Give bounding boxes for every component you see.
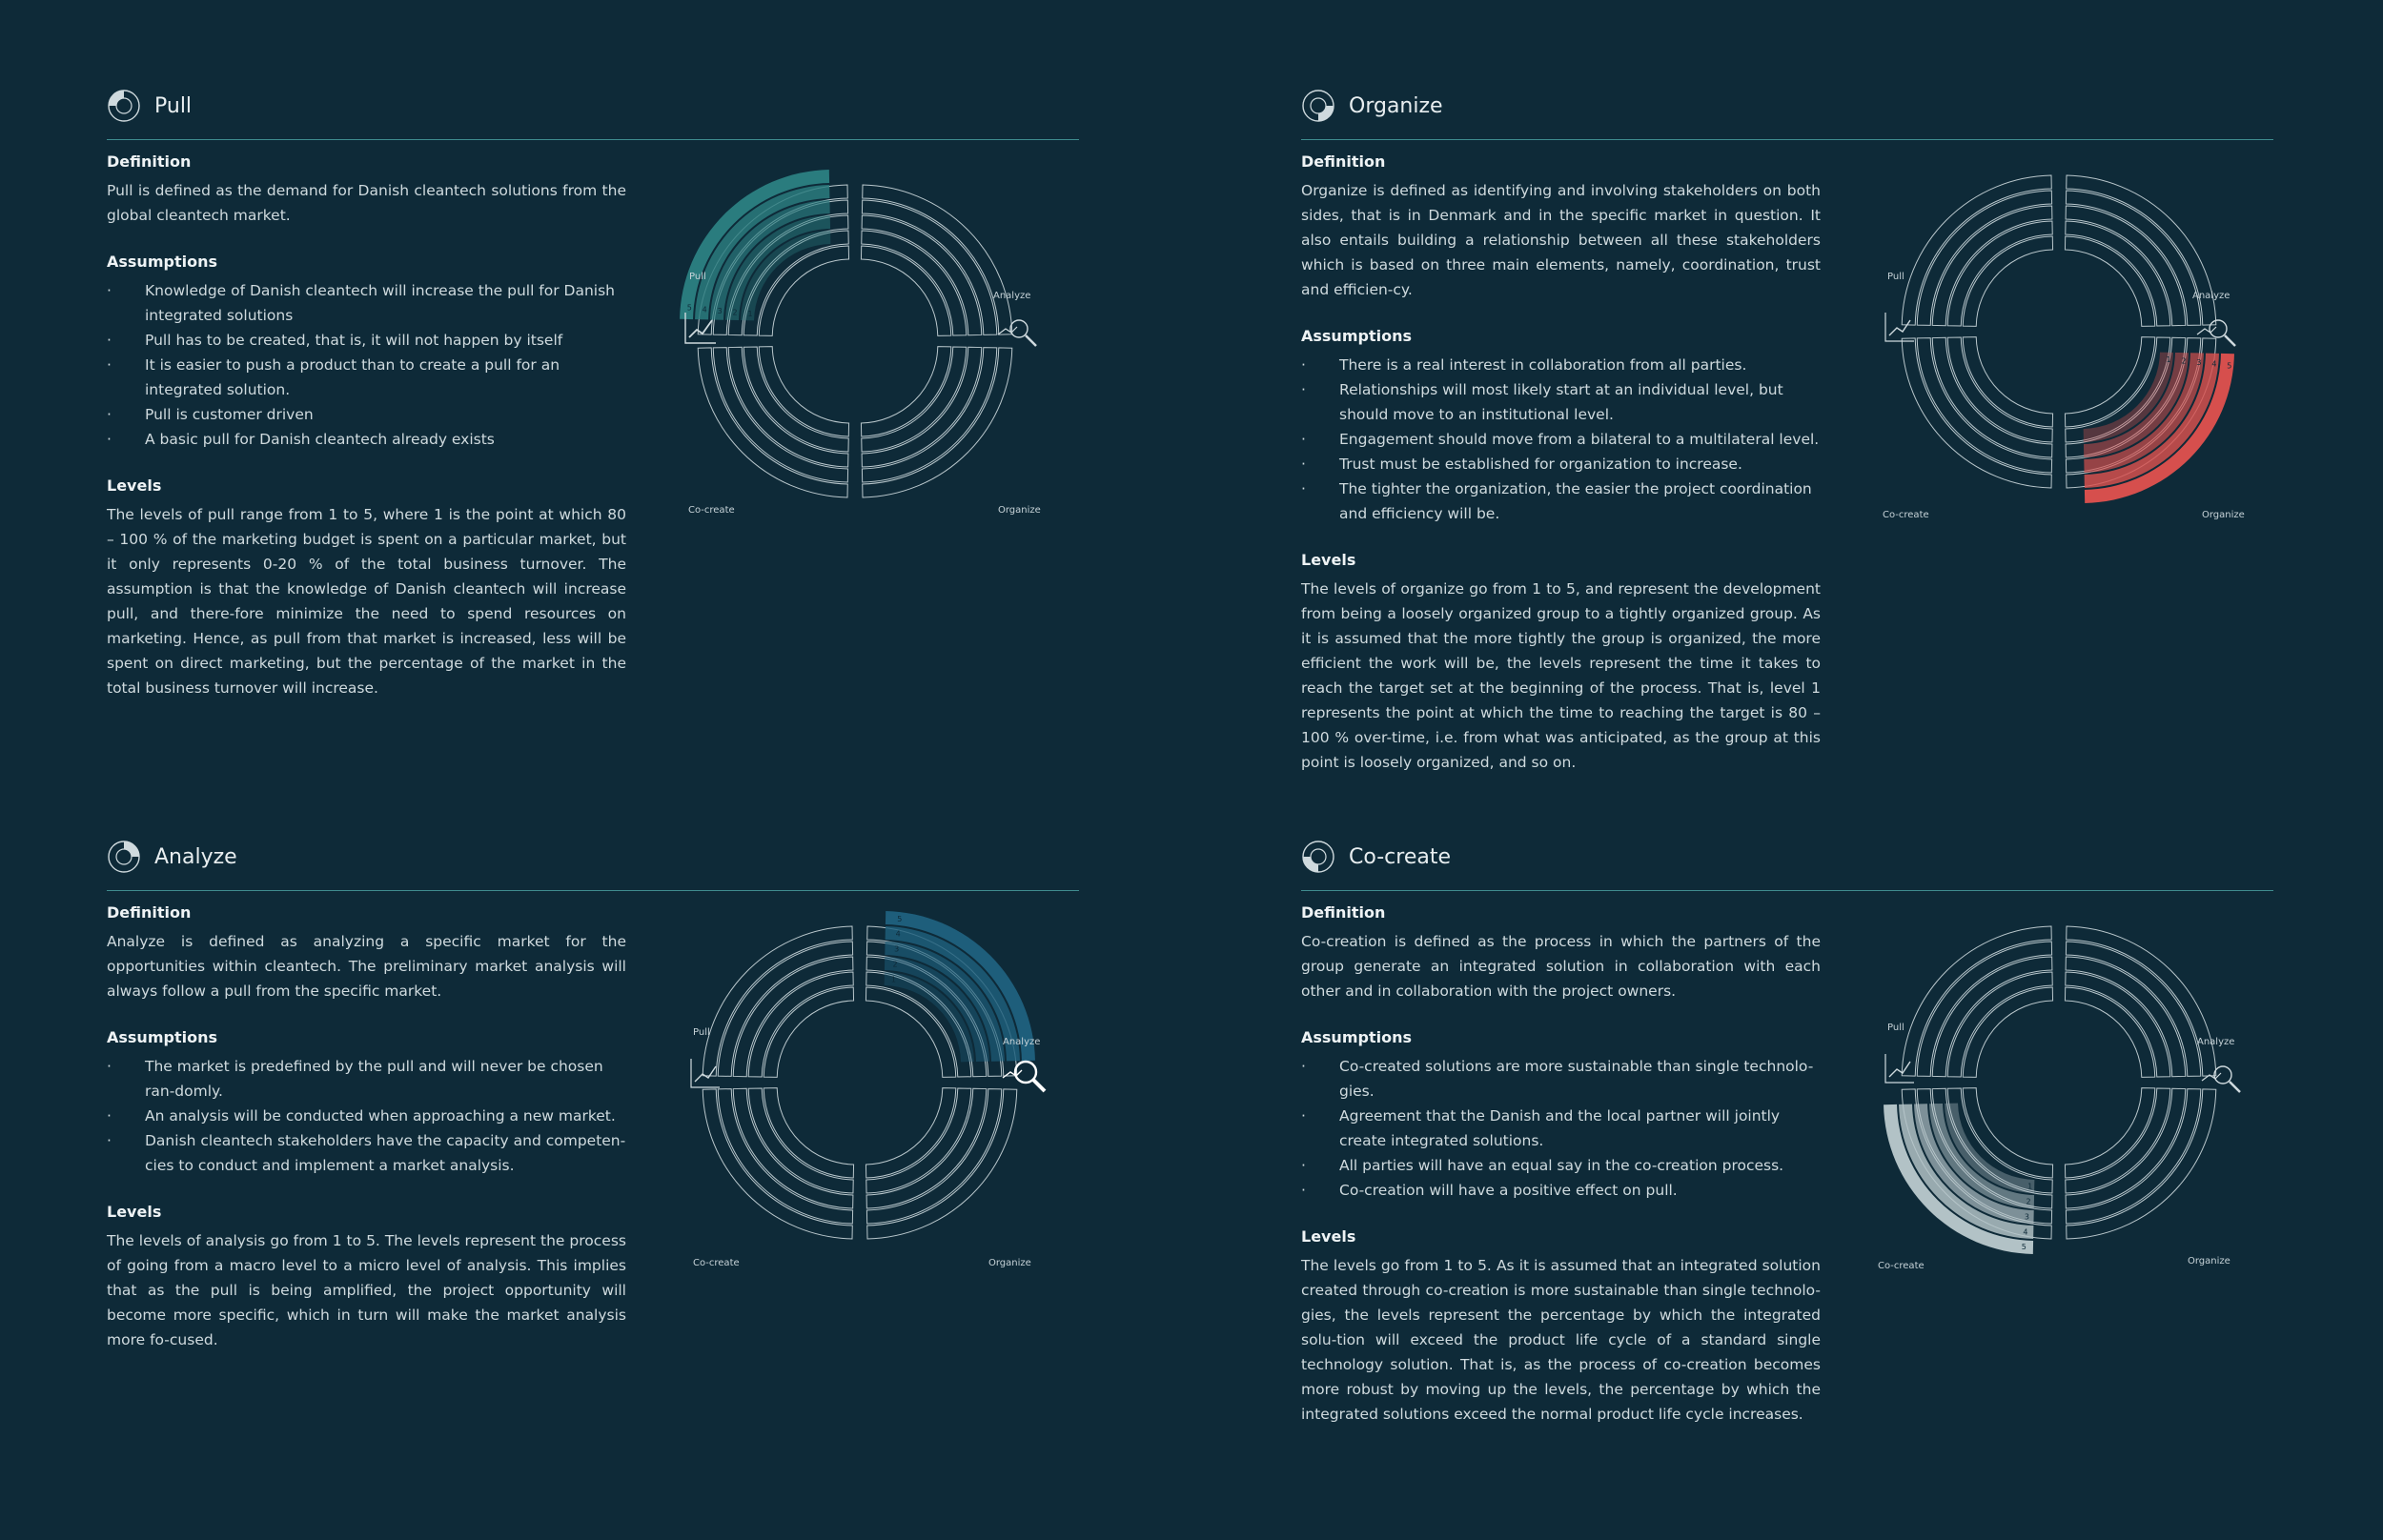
ring-segment (2066, 972, 2170, 1077)
pull-chart-icon (691, 1059, 720, 1087)
level-number: 3 (717, 306, 723, 315)
assumptions-heading: Assumptions (1301, 1028, 1412, 1046)
level-number: 1 (2027, 1182, 2033, 1191)
section-analyze (107, 835, 1079, 1348)
ring-segment (743, 347, 848, 452)
ring-segment (2065, 236, 2154, 326)
level-number: 4 (702, 305, 707, 314)
ring-segment (1932, 206, 2052, 326)
section-title: Pull (154, 93, 193, 118)
ring-segment (2067, 175, 2216, 325)
ring-segment (2066, 1089, 2200, 1224)
ring-segment (1963, 236, 2052, 326)
list-item: · Knowledge of Danish cleantech will increase the pull for Danish integrated solutions (107, 278, 626, 328)
pull-diagram (664, 160, 1084, 522)
list-item: · Pull is customer driven (107, 402, 626, 427)
ring-segment (1963, 987, 2052, 1077)
assumptions-list (1301, 1054, 1821, 1203)
pull-section-icon (107, 89, 141, 123)
list-item: · Trust must be established for organization to increase. (1301, 452, 1821, 476)
ring-segment (2066, 206, 2186, 326)
ring-segment (703, 1089, 852, 1239)
text-column (107, 903, 626, 1377)
ring-segment (1932, 337, 2052, 457)
ring-segment (862, 347, 982, 467)
ring-segment (733, 957, 853, 1077)
ring-segment (1947, 972, 2052, 1077)
ring-segment (862, 231, 967, 335)
ring-diagram (664, 911, 1084, 1273)
definition-heading: Definition (107, 152, 192, 171)
level-number: 5 (897, 914, 903, 923)
assumptions-list (1301, 353, 1821, 526)
list-item: · Danish cleantech stakeholders have the capacity and competen-cies to conduct and implement a market analysis. (107, 1128, 626, 1178)
levels-heading: Levels (1301, 1227, 1356, 1246)
level-number: 4 (2023, 1227, 2028, 1237)
analyze-magnifier-icon (998, 320, 1036, 346)
level-number: 3 (2024, 1212, 2030, 1222)
definition-heading: Definition (1301, 903, 1386, 922)
ring-segment (733, 1088, 853, 1208)
list-item: · All parties will have an equal say in the co-creation process. (1301, 1153, 1821, 1178)
level-number: 3 (2196, 358, 2202, 368)
ring-segment (2066, 942, 2200, 1076)
list-item: · Co-creation will have a positive effect on pull. (1301, 1178, 1821, 1203)
ring-segment (2066, 191, 2200, 325)
level-number: 3 (894, 944, 900, 954)
ring-segment (698, 348, 847, 497)
list-item: · There is a real interest in collaboration from all parties. (1301, 353, 1821, 377)
section-header (1301, 835, 2273, 891)
levels-heading: Levels (107, 476, 162, 495)
section-cocreate (1301, 835, 2273, 1423)
assumptions-heading: Assumptions (1301, 327, 1412, 345)
levels-heading: Levels (1301, 551, 1356, 569)
organize-label: Organize (2202, 510, 2245, 520)
section-header (1301, 84, 2273, 140)
pull-label: Pull (693, 1027, 710, 1038)
level-number: 2 (892, 960, 898, 969)
level-number: 2 (2181, 356, 2187, 366)
pull-chart-icon (1885, 313, 1914, 341)
analyze-magnifier-icon (1003, 1062, 1045, 1091)
level-number: 1 (2166, 355, 2171, 364)
ring-segment (764, 1088, 853, 1178)
ring-segment (2066, 957, 2186, 1077)
ring-segment (862, 215, 982, 335)
level-number: 5 (2021, 1243, 2027, 1252)
pull-label: Pull (1887, 1023, 1904, 1033)
level-number: 2 (732, 308, 738, 317)
definition-text: Pull is defined as the demand for Danish cleantech solutions from the global cleantech market. (107, 182, 626, 224)
analyze-label: Analyze (2192, 291, 2230, 301)
ring-segment (759, 347, 848, 436)
ring-segment (1902, 338, 2051, 488)
definition-heading: Definition (107, 903, 192, 922)
ring-segment (862, 200, 996, 334)
cocreate-label: Co-create (1878, 1261, 1925, 1271)
assumptions-list (107, 278, 626, 452)
ring-segment (2067, 1089, 2216, 1239)
ring-segment (748, 1088, 853, 1193)
level-number: 1 (890, 975, 896, 984)
ring-segment (1917, 942, 2051, 1076)
level-number: 4 (895, 929, 901, 939)
assumptions-heading: Assumptions (107, 1028, 217, 1046)
cocreate-label: Co-create (693, 1258, 740, 1268)
level-number: 1 (747, 310, 753, 319)
section-organize (1301, 84, 2273, 771)
list-item: · The tighter the organization, the easier the project coordination and efficiency will be. (1301, 476, 1821, 526)
ring-segment (764, 987, 853, 1077)
pull-label: Pull (689, 272, 706, 282)
ring-segment (1947, 337, 2052, 442)
pull-label: Pull (1887, 272, 1904, 282)
text-column (1301, 903, 1821, 1451)
ring-segment (866, 1088, 971, 1193)
organize-label: Organize (998, 505, 1041, 516)
levels-text: The levels go from 1 to 5. As it is assumed that an integrated solution created through co-creation is more sustainable than single technolo-gies, the levels represent the percentage by which the integrated solu-tion will exceed the product life cycle of a standard single technology solution. That is, as the process of co-creation becomes more robust by moving up the levels, the percentage by which the integrated solutions exceed the normal product life cycle increases. (1301, 1257, 1821, 1423)
levels-text: The levels of analysis go from 1 to 5. The levels represent the process of going from a macro level to a micro level of analysis. This implies that as the pull is being amplified, the project opportunity will become more specific, which in turn will make the market analysis more fo-cused. (107, 1232, 626, 1348)
ring-segment (2066, 221, 2170, 326)
cocreate-label: Co-create (688, 505, 735, 516)
ring-diagram (1859, 911, 2278, 1273)
organize-diagram (1859, 160, 2278, 522)
definition-heading: Definition (1301, 152, 1386, 171)
assumptions-heading: Assumptions (107, 253, 217, 271)
ring-segment (2065, 1088, 2154, 1178)
levels-heading: Levels (107, 1203, 162, 1221)
definition-text: Analyze is defined as analyzing a specific market for the opportunities within cleantech. The preliminary market analysis will always follow a pull from the specific market. (107, 933, 626, 1000)
cocreate-label: Co-create (1883, 510, 1929, 520)
organize-label: Organize (2188, 1256, 2230, 1266)
ring-segment (718, 942, 852, 1076)
ring-segment (718, 1089, 852, 1224)
ring-segment (1917, 191, 2051, 325)
level-number: 2 (2026, 1197, 2031, 1206)
analyze-label: Analyze (1003, 1037, 1041, 1047)
organize-section-icon (1301, 89, 1335, 123)
ring-segment (1902, 926, 2051, 1076)
analyze-label: Analyze (2197, 1037, 2235, 1047)
text-column (1301, 152, 1821, 800)
ring-segment (2065, 987, 2154, 1077)
ring-segment (748, 972, 853, 1077)
list-item: · Pull has to be created, that is, it will not happen by itself (107, 328, 626, 353)
ring-segment (728, 347, 848, 467)
definition-text: Organize is defined as identifying and involving stakeholders on both sides, that is in Denmark and in the specific market in question. It also entails building a relationship between all these stakeholders which is based on three main elements, namely, coordination, trust and efficien-cy. (1301, 182, 1821, 298)
cocreate-diagram (1859, 911, 2278, 1273)
ring-segment (861, 246, 950, 335)
section-title: Organize (1349, 93, 1443, 118)
list-item: · Engagement should move from a bilateral to a multilateral level. (1301, 427, 1821, 452)
ring-segment (1947, 221, 2052, 326)
section-header (107, 835, 1079, 891)
ring-segment (1902, 175, 2051, 325)
list-item: · It is easier to push a product than to create a pull for an integrated solution. (107, 353, 626, 402)
level-number: 5 (686, 303, 692, 313)
ring-segment (703, 926, 852, 1076)
ring-diagram (1859, 160, 2278, 522)
analyze-diagram (664, 911, 1084, 1273)
analyze-magnifier-icon (2202, 1066, 2240, 1092)
section-pull (107, 84, 1079, 697)
list-item: · Relationships will most likely start at an individual level, but should move to an institutional level. (1301, 377, 1821, 427)
ring-segment (866, 1089, 1001, 1224)
ring-segment (863, 185, 1012, 334)
ring-segment (863, 348, 1012, 497)
ring-segment (2066, 1088, 2186, 1208)
text-column (107, 152, 626, 725)
ring-segment (866, 1088, 987, 1208)
ring-diagram (664, 160, 1084, 522)
cocreate-section-icon (1301, 840, 1335, 874)
ring-segment (866, 1088, 955, 1178)
ring-segment (1932, 957, 2052, 1077)
pull-chart-icon (1885, 1054, 1914, 1083)
ring-segment (867, 1089, 1017, 1239)
list-item: · An analysis will be conducted when approaching a new market. (107, 1104, 626, 1128)
ring-segment (2067, 926, 2216, 1076)
list-item: · Co-created solutions are more sustainable than single technolo-gies. (1301, 1054, 1821, 1104)
organize-label: Organize (988, 1258, 1031, 1268)
definition-text: Co-creation is defined as the process in which the partners of the group generate an integrated solution in collaboration with each other and in collaboration with the project owners. (1301, 933, 1821, 1000)
level-number: 4 (2211, 359, 2217, 369)
list-item: · Agreement that the Danish and the local partner will jointly create integrated solutions. (1301, 1104, 1821, 1153)
section-header (107, 84, 1079, 140)
assumptions-list (107, 1054, 626, 1178)
ring-segment (2066, 1088, 2170, 1193)
ring-segment (1917, 338, 2051, 473)
section-title: Co-create (1349, 844, 1452, 869)
list-item: · The market is predefined by the pull and will never be chosen ran-domly. (107, 1054, 626, 1104)
levels-text: The levels of pull range from 1 to 5, where 1 is the point at which 80 – 100 % of the marketing budget is spent on a particular market, but it only represents 0-20 % of the total business turnover. The assumption is that the knowledge of Danish cleantech will increase pull, and there-fore minimize the need to spend resources on marketing. Hence, as pull from that market is increased, less will be spent on direct marketing, but the percentage of the market in the total business turnover will increase. (107, 506, 626, 697)
levels-text: The levels of organize go from 1 to 5, and represent the development from being a loosely organized group to a tightly organized group. As it is assumed that the more tightly the group is organized, the more efficient the work will be, the levels represent the time it takes to reach the target set at the beginning of the process. That is, level 1 represents the point at which the time to reaching the target is 80 – 100 % over-time, i.e. from what was anticipated, as the group at this point is loosely organized, and so on. (1301, 580, 1821, 771)
analyze-section-icon (107, 840, 141, 874)
ring-segment (1963, 337, 2052, 427)
ring-segment (862, 348, 996, 482)
list-item: · A basic pull for Danish cleantech already exists (107, 427, 626, 452)
section-title: Analyze (154, 844, 237, 869)
ring-segment (861, 347, 950, 436)
ring-segment (862, 347, 967, 452)
level-number: 5 (2227, 361, 2232, 371)
analyze-label: Analyze (993, 291, 1031, 301)
ring-segment (713, 348, 847, 482)
